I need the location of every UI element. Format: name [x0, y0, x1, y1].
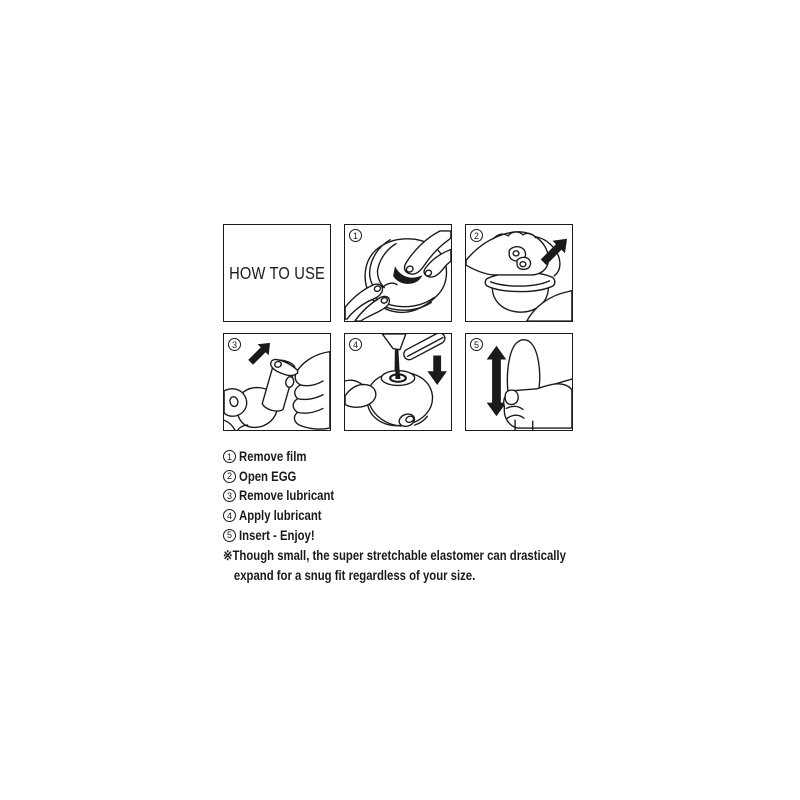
step-5-number-badge: 5 — [470, 338, 483, 351]
list-item — [223, 486, 631, 506]
step-1-number-badge: 1 — [349, 229, 362, 242]
panel-step-4 — [344, 333, 452, 431]
illustration-remove-lubricant — [224, 334, 330, 430]
fingernail — [274, 361, 282, 368]
step-5-number: 5 — [223, 529, 236, 542]
step-2-number: 2 — [223, 470, 236, 483]
page-title: HOW TO USE — [229, 262, 325, 283]
panel-step-2 — [465, 224, 573, 322]
arrow-up-down-icon — [487, 346, 507, 417]
note-text-line1: Though small, the super stretchable elastomer can drastically — [232, 548, 566, 564]
step-3-number-badge: 3 — [228, 338, 241, 351]
list-item — [223, 467, 631, 487]
how-to-use-box — [223, 224, 331, 322]
illustration-remove-film — [345, 225, 451, 321]
step-2-number-badge: 2 — [470, 229, 483, 242]
illustration-insert-enjoy — [466, 334, 572, 430]
step-2-label: Open EGG — [239, 468, 297, 484]
note-text-line2: expand for a snug fit regardless of your size. — [233, 568, 476, 584]
reference-mark: ※ — [223, 548, 233, 564]
fingernail — [520, 262, 526, 267]
panel-step-3 — [223, 333, 331, 431]
illustration-open-egg — [466, 225, 572, 321]
step-4-number-badge: 4 — [349, 338, 362, 351]
illustration-apply-lubricant — [345, 334, 451, 430]
lubricant-funnel — [382, 334, 406, 350]
list-item — [223, 506, 631, 526]
arrow-down-icon — [427, 356, 447, 385]
wrist-line — [555, 379, 572, 384]
fingernail — [513, 251, 519, 256]
step-1-label: Remove film — [239, 449, 307, 465]
step-3-label: Remove lubricant — [239, 488, 335, 504]
list-item — [223, 447, 631, 467]
hand-shape — [293, 352, 330, 429]
panel-step-1 — [344, 224, 452, 322]
instruction-list — [223, 447, 631, 586]
step-4-label: Apply lubricant — [239, 508, 322, 524]
step-1-number: 1 — [223, 450, 236, 463]
step-5-label: Insert - Enjoy! — [239, 527, 315, 543]
thumbnail — [505, 390, 518, 404]
wrist-line — [224, 420, 235, 430]
step-3-number: 3 — [223, 489, 236, 502]
step-4-number: 4 — [223, 509, 236, 522]
lubricant-stream — [395, 367, 400, 379]
wrist-line — [238, 425, 248, 430]
panel-step-5 — [465, 333, 573, 431]
note-line-1 — [223, 547, 631, 567]
list-item — [223, 525, 631, 545]
note-line-2 — [223, 566, 631, 586]
